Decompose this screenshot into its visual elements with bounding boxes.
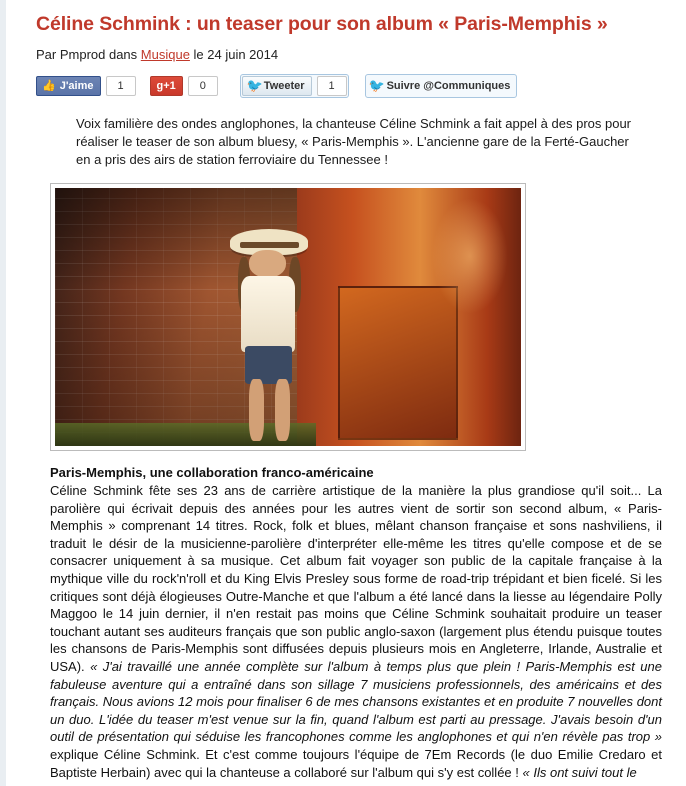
twitter-bird-icon: 🐦 bbox=[246, 78, 263, 93]
facebook-like-widget bbox=[36, 76, 136, 96]
denim-shorts bbox=[245, 346, 292, 384]
body-quote-2: « Ils ont suivi tout le bbox=[522, 764, 637, 780]
twitter-bird-icon: 🐦 bbox=[368, 78, 385, 93]
gplus-icon: g bbox=[156, 80, 164, 92]
social-share-bar bbox=[36, 75, 672, 97]
article-container bbox=[6, 0, 686, 781]
facebook-like-label: J'aime bbox=[59, 80, 94, 92]
facebook-like-button[interactable] bbox=[36, 76, 101, 96]
article-intro: Voix familière des ondes anglophones, la chanteuse Céline Schmink a fait appel à des pros pour réaliser le teaser de son album bluesy, « Paris-Memphis ». L'ancienne gare de la Ferté-Gaucher en a pris des airs de station ferroviaire du Tennessee ! bbox=[76, 116, 632, 167]
red-door-background bbox=[297, 188, 521, 446]
byline-suffix: le 24 juin 2014 bbox=[189, 47, 279, 62]
thumbs-up-icon: 👍 bbox=[42, 80, 56, 92]
facebook-like-count: 1 bbox=[106, 76, 136, 96]
white-top bbox=[241, 276, 295, 352]
body-paragraph-1: Céline Schmink fête ses 23 ans de carrière artistique de la manière la plus grandiose qu'il soit... La parolière qui écrivait depuis des années pour les autres vient de sortir son second album, « Paris-Memphis » comprenant 14 titres. Rock, folk et blues, mêlant chanson française et sons nashviliens, il traduit le désir de la musicienne-parolière d'interpréter elle-même les titres qu'elle compose et de se consacrer uniquement à sa musique. Cet album fait voyager son public de la capitale française à la mythique ville du rock'n'roll et du King Elvis Presley sous forme de road-trip trépidant et bien ficelé. Si les critiques sont déjà élogieuses Outre-Manche et que l'album a été lancé dans la liesse au légendaire Polly Maggoo le 14 juin dernier, il n'en restait pas moins que Céline Schmink souhaitait produire un teaser touchant autant ses auditeurs français que son public anglo-saxon (largement plus étendu puisque toutes les chansons de Paris-Memphis sont diffusées depuis plusieurs mois en Angleterre, Irlande, Australie et USA). bbox=[50, 483, 662, 674]
byline-category-link[interactable]: Musique bbox=[140, 47, 190, 62]
hat-band bbox=[240, 242, 300, 248]
article-image-frame bbox=[50, 183, 526, 451]
body-quote-1: « J'ai travaillé une année complète sur l'album à temps plus que plein ! Paris-Memphis est une fabuleuse aventure qui a entraîné dans son sillage 7 musiciens professionnels, des américains et des français. Nous avions 12 mois pour finaliser 6 de mes chansons existantes et en produite 7 nouvelles dont un duo. L'idée du teaser m'est venue sur la fin, quand l'album est parti au pressage. J'avais besoin d'un outil de présentation qui séduise les francophones comme les anglophones et qui n'en révèle pas trop » bbox=[50, 658, 662, 745]
door-light-glow bbox=[432, 198, 508, 314]
face bbox=[249, 250, 286, 278]
twitter-tweet-label: Tweeter bbox=[263, 80, 305, 92]
right-leg bbox=[275, 379, 290, 440]
google-plus-widget bbox=[150, 76, 218, 96]
twitter-tweet-button[interactable] bbox=[242, 76, 312, 96]
google-plus-button[interactable] bbox=[150, 76, 183, 96]
article-image bbox=[55, 188, 521, 446]
byline-prefix: Par Pmprod dans bbox=[36, 47, 141, 62]
section-subheading: Paris-Memphis, une collaboration franco-américaine bbox=[50, 465, 374, 480]
twitter-follow-widget[interactable] bbox=[365, 74, 518, 98]
left-leg bbox=[249, 379, 264, 440]
twitter-follow-label: Suivre @Communiques bbox=[386, 80, 511, 92]
singer-figure bbox=[223, 229, 316, 441]
twitter-tweet-widget bbox=[240, 74, 349, 98]
byline bbox=[36, 47, 672, 62]
body-after-quote-1: explique Céline Schmink. Et c'est comme toujours l'équipe de 7Em Records (le duo Emilie Credaro et Baptiste Herbain) avec qui la chanteuse a collaboré sur l'album qui s'y est collée ! bbox=[50, 746, 662, 780]
page-title: Céline Schmink : un teaser pour son album « Paris-Memphis » bbox=[36, 13, 608, 35]
twitter-follow-button[interactable] bbox=[369, 80, 511, 92]
google-plus-label: +1 bbox=[163, 80, 176, 92]
twitter-tweet-count: 1 bbox=[317, 76, 347, 96]
article-body bbox=[50, 482, 662, 781]
google-plus-count: 0 bbox=[188, 76, 218, 96]
